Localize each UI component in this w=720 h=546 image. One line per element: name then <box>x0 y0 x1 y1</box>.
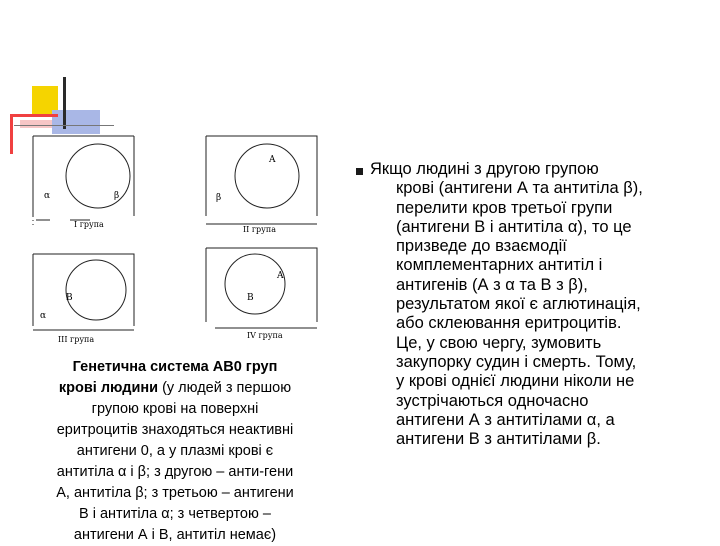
decor-pink-block <box>20 120 54 128</box>
paragraph-line: антигени В з антитілами β. <box>396 430 601 449</box>
paragraph-line: у крові однієї людини ніколи не <box>396 372 635 391</box>
caption-line: еритроцитів знаходяться неактивні <box>56 422 294 438</box>
paragraph-line: антигенів (А з α та В з β), <box>396 275 588 294</box>
caption-title: Генетична система АВ0 груп <box>72 359 278 375</box>
paragraph-line: результатом якої є аглютинація, <box>396 295 641 314</box>
panel-label: І група <box>74 220 104 229</box>
caption-title: крові людини <box>58 380 159 396</box>
decor-dark-line-vertical <box>63 77 66 129</box>
figure-caption <box>30 357 320 546</box>
blood-group-panel-3 <box>30 250 142 350</box>
caption-line: групою крові на поверхні <box>91 401 259 417</box>
caption-line: В і антитіла α; з четвертою – <box>79 506 271 522</box>
panel-1-drawing <box>30 132 142 232</box>
antibody-symbol: β <box>216 193 222 203</box>
main-paragraph <box>356 160 708 449</box>
erythrocyte-circle <box>66 260 126 320</box>
paragraph-line: перелити кров третьої групи <box>396 198 613 217</box>
antibody-symbol: α <box>44 191 51 201</box>
caption-line <box>30 378 320 399</box>
blood-group-panel-1 <box>30 132 142 232</box>
antigen-symbol: B <box>247 293 254 303</box>
caption-line: антигени 0, а у плазмі крові є <box>76 443 274 459</box>
blood-group-panel-4 <box>203 244 323 348</box>
decor-red-line-vertical <box>10 114 13 154</box>
caption-line: А, антитіла β; з третьою – антигени <box>56 485 294 501</box>
paragraph-line: Якщо людині з другою групою <box>370 160 599 178</box>
caption-text: (у людей з першою <box>162 380 292 396</box>
erythrocyte-circle <box>66 144 130 208</box>
decor-blue-block <box>52 110 100 134</box>
decor-gray-line-horizontal <box>14 125 114 126</box>
caption-line: антитіла α і β; з другою – анти-гени <box>56 464 294 480</box>
antibody-symbol: α <box>40 311 47 321</box>
paragraph-line: або склеювання еритроцитів. <box>396 314 622 333</box>
paragraph-line: закупорку судин і смерть. Тому, <box>396 352 637 371</box>
paragraph-line: (антигени В і антитіла α), то це <box>396 217 632 236</box>
caption-line <box>30 357 320 378</box>
panel-2-drawing <box>203 132 323 232</box>
paragraph-line: призведе до взаємодії <box>396 237 567 256</box>
antigen-symbol: A <box>269 155 276 165</box>
decor-red-line-horizontal <box>10 114 58 117</box>
paragraph-line: крові (антигени А та антитіла β), <box>396 179 643 198</box>
paragraph-line: комплементарних антитіл і <box>396 256 603 275</box>
erythrocyte-circle <box>225 254 285 314</box>
panel-label: ІІ група <box>243 225 276 234</box>
panel-label: IV група <box>247 331 283 340</box>
antibody-symbol: β <box>114 191 120 201</box>
paragraph-line: антигени А з антитілами α, а <box>396 410 615 429</box>
panel-label: ІІІ група <box>58 335 95 344</box>
antigen-symbol: A <box>277 271 284 281</box>
paragraph-line: Це, у свою чергу, зумовить <box>396 333 602 352</box>
blood-group-panel-2 <box>203 132 323 232</box>
erythrocyte-circle <box>235 144 299 208</box>
caption-line: антигени А і В, антитіл немає) <box>73 527 277 543</box>
antigen-symbol: B <box>66 293 73 303</box>
paragraph-line: зустрічаються одночасно <box>396 391 589 410</box>
